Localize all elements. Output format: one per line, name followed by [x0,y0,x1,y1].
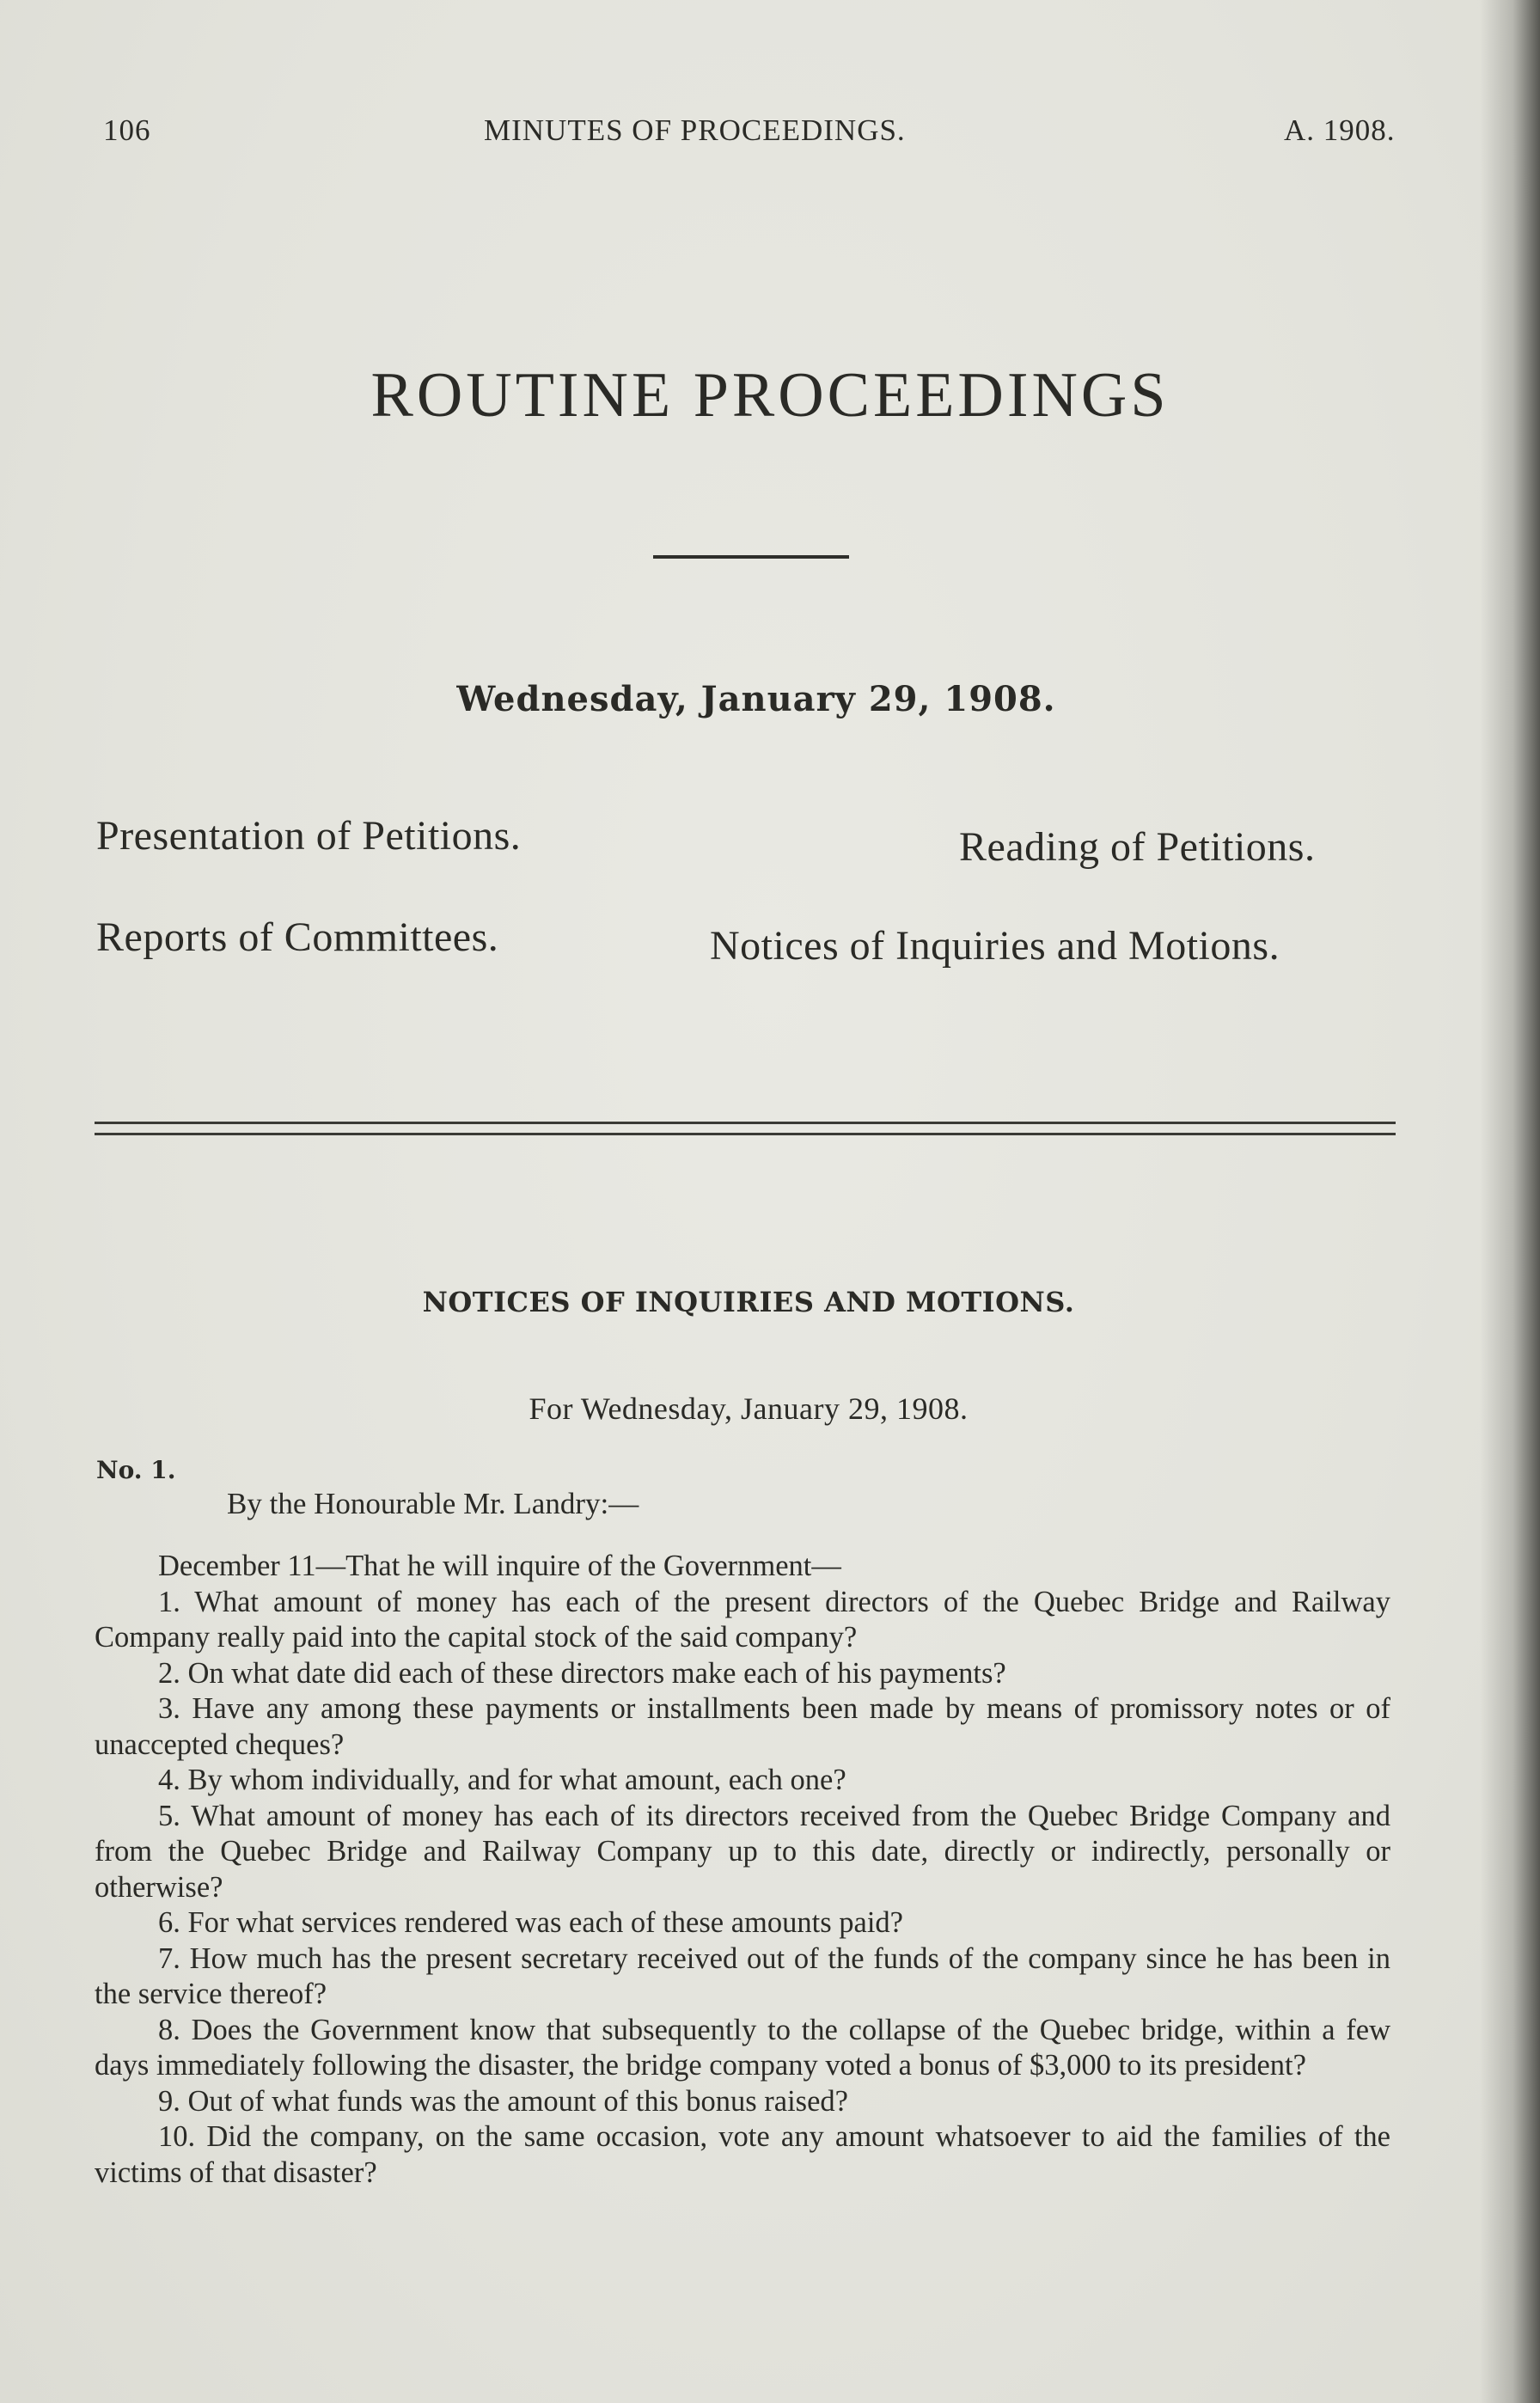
question-item [95,1656,1390,1692]
question-item [95,1941,1390,2013]
question-text: Have any among these payments or installments been made by means of promissory notes or of unaccepted cheques? [95,1692,1391,1761]
question-item [95,1763,1390,1799]
page-number: 106 [103,113,151,147]
question-item [95,2119,1390,2191]
question-number: 4. [158,1764,180,1796]
inquiry-body [95,1549,1390,2191]
question-text: What amount of money has each of the present directors of the Quebec Bridge and Railway Company really paid into the capital stock of the said company? [95,1585,1390,1654]
question-item [95,1905,1390,1941]
question-number: 2. [158,1656,180,1690]
question-item [95,1585,1390,1656]
question-item [95,2084,1390,2120]
question-text: What amount of money has each of its directors received from the Quebec Bridge Company and from the Quebec Bridge and Railway Company up to this date, directly or indirectly, personally or otherwise? [95,1799,1390,1904]
question-text: On what date did each of these directors make each of his payments? [187,1656,1006,1690]
section-divider-upper [95,1122,1396,1124]
question-text: How much has the present secretary received out of the funds of the company since he has been in the service thereof? [95,1941,1391,2010]
question-number: 6. [158,1906,180,1939]
routine-item-notices: Notices of Inquiries and Motions. [710,923,1280,969]
inquiry-intro: December 11—That he will inquire of the Government— [158,1550,841,1582]
title-rule [653,555,849,559]
section-title: ROUTINE PROCEEDINGS [370,360,1170,431]
routine-item-reading: Reading of Petitions. [959,824,1316,870]
question-text: Out of what funds was the amount of this bonus raised? [187,2084,848,2118]
routine-item-reports: Reports of Committees. [96,914,499,960]
running-year: A. 1908. [1284,113,1396,147]
mover-line: By the Honourable Mr. Landry:— [227,1487,639,1520]
question-number: 9. [158,2084,180,2118]
question-item [95,2013,1390,2084]
running-title: MINUTES OF PROCEEDINGS. [484,113,906,147]
question-number: 1. [158,1585,180,1618]
question-number: 10. [158,2120,196,2153]
question-item [95,1691,1390,1763]
notices-for-date: For Wednesday, January 29, 1908. [529,1391,969,1426]
routine-item-presentation: Presentation of Petitions. [96,813,522,859]
question-text: Does the Government know that subsequently to the collapse of the Quebec bridge, within a few days immediately following the disaster, the bridge company voted a bonus of $3,000 to its president? [95,2013,1391,2082]
section-divider-lower [95,1133,1396,1135]
item-number: No. 1. [96,1456,176,1484]
notices-heading: NOTICES OF INQUIRIES AND MOTIONS. [422,1286,1075,1318]
binding-shadow [1480,0,1540,2403]
question-text: Did the company, on the same occasion, vote any amount whatsoever to aid the families of the victims of that disaster? [95,2120,1390,2189]
question-number: 8. [158,2013,180,2046]
question-text: By whom individually, and for what amount, each one? [187,1764,846,1796]
question-text: For what services rendered was each of these amounts paid? [187,1906,903,1939]
question-number: 5. [158,1799,180,1832]
date-heading: Wednesday, January 29, 1908. [456,679,1056,719]
question-number: 3. [158,1692,180,1725]
question-number: 7. [158,1941,180,1975]
question-item [95,1799,1390,1906]
